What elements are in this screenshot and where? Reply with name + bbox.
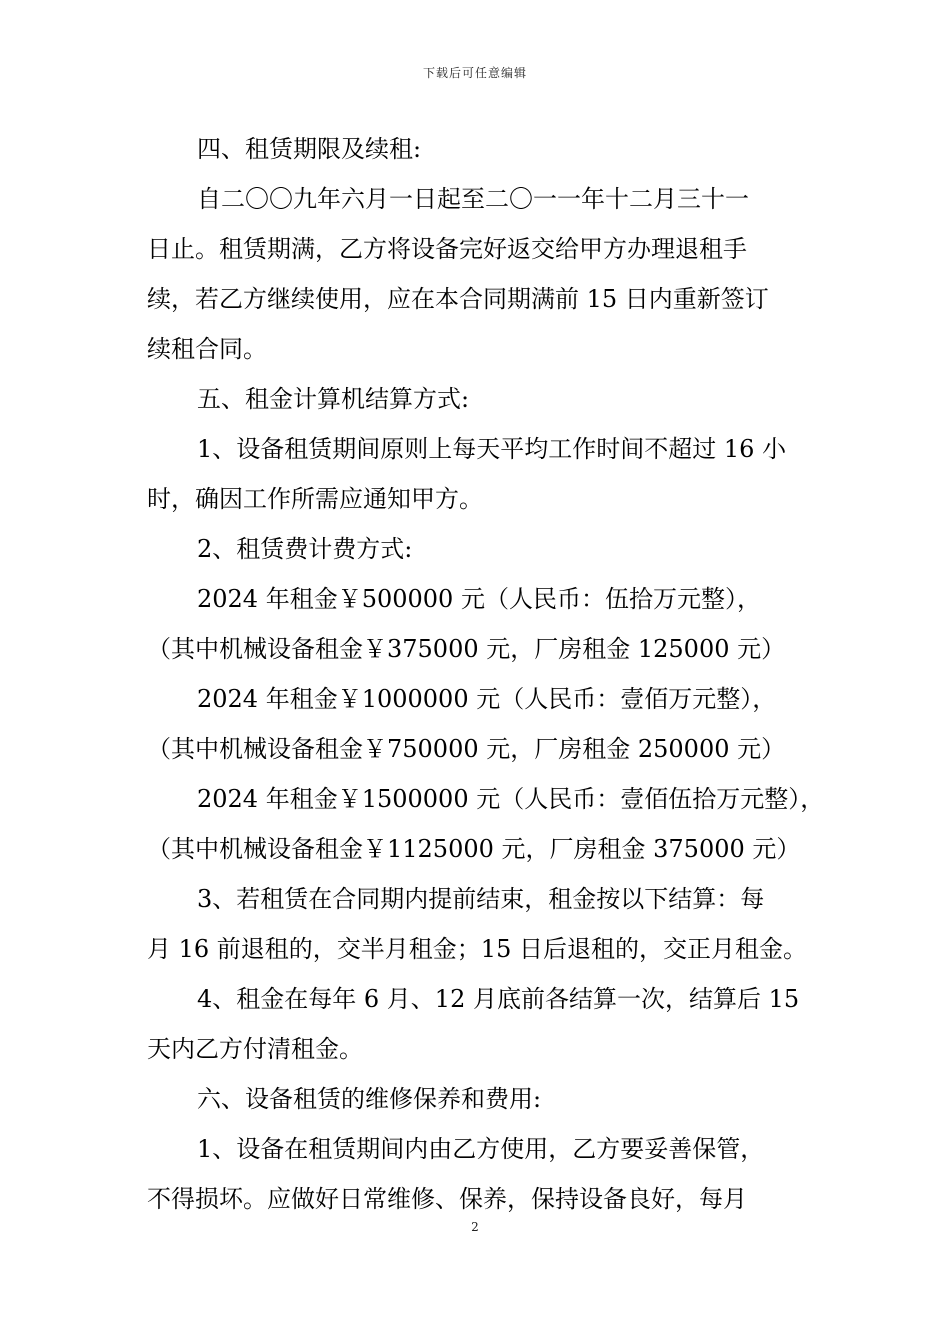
paragraph-line: 续租合同。: [147, 335, 267, 363]
section-heading-rent-settlement: 五、租金计算机结算方式:: [197, 385, 470, 413]
section-heading-maintenance: 六、设备租赁的维修保养和费用:: [197, 1085, 542, 1113]
paragraph-line: 1、设备租赁期间原则上每天平均工作时间不超过 16 小: [197, 435, 787, 463]
rent-line: 2024 年租金￥1000000 元（人民币：壹佰万元整），: [197, 685, 777, 713]
rent-line: 2024 年租金￥1500000 元（人民币：壹佰伍拾万元整），: [197, 785, 825, 813]
paragraph-line: 1、设备在租赁期间内由乙方使用，乙方要妥善保管，: [197, 1135, 765, 1163]
paragraph-line: 天内乙方付清租金。: [147, 1035, 363, 1063]
paragraph-line: 续，若乙方继续使用，应在本合同期满前 15 日内重新签订: [147, 285, 769, 313]
rent-line: 2024 年租金￥500000 元（人民币：伍拾万元整），: [197, 585, 761, 613]
rent-breakdown-line: （其中机械设备租金￥375000 元，厂房租金 125000 元）: [147, 635, 786, 663]
page-header: 下载后可任意编辑: [422, 66, 527, 80]
rent-breakdown-line: （其中机械设备租金￥750000 元，厂房租金 250000 元）: [147, 735, 786, 763]
paragraph-line: 3、若租赁在合同期内提前结束，租金按以下结算：每: [197, 885, 765, 913]
paragraph-line: 时，确因工作所需应通知甲方。: [147, 485, 483, 513]
paragraph-line: 日止。租赁期满，乙方将设备完好返交给甲方办理退租手: [147, 235, 747, 263]
rent-breakdown-line: （其中机械设备租金￥1125000 元，厂房租金 375000 元）: [147, 835, 801, 863]
paragraph-line: 4、租金在每年 6 月、12 月底前各结算一次，结算后 15: [197, 985, 800, 1013]
page-number: 2: [471, 1220, 479, 1234]
paragraph-line: 月 16 前退租的，交半月租金；15 日后退租的，交正月租金。: [147, 935, 807, 963]
paragraph-line: 2、租赁费计费方式:: [197, 535, 413, 563]
paragraph-line: 不得损坏。应做好日常维修、保养，保持设备良好，每月: [147, 1185, 747, 1213]
document-body: [147, 124, 825, 1224]
section-heading-lease-term: 四、租赁期限及续租:: [197, 135, 422, 163]
paragraph-line: 自二〇〇九年六月一日起至二〇一一年十二月三十一: [197, 185, 749, 213]
